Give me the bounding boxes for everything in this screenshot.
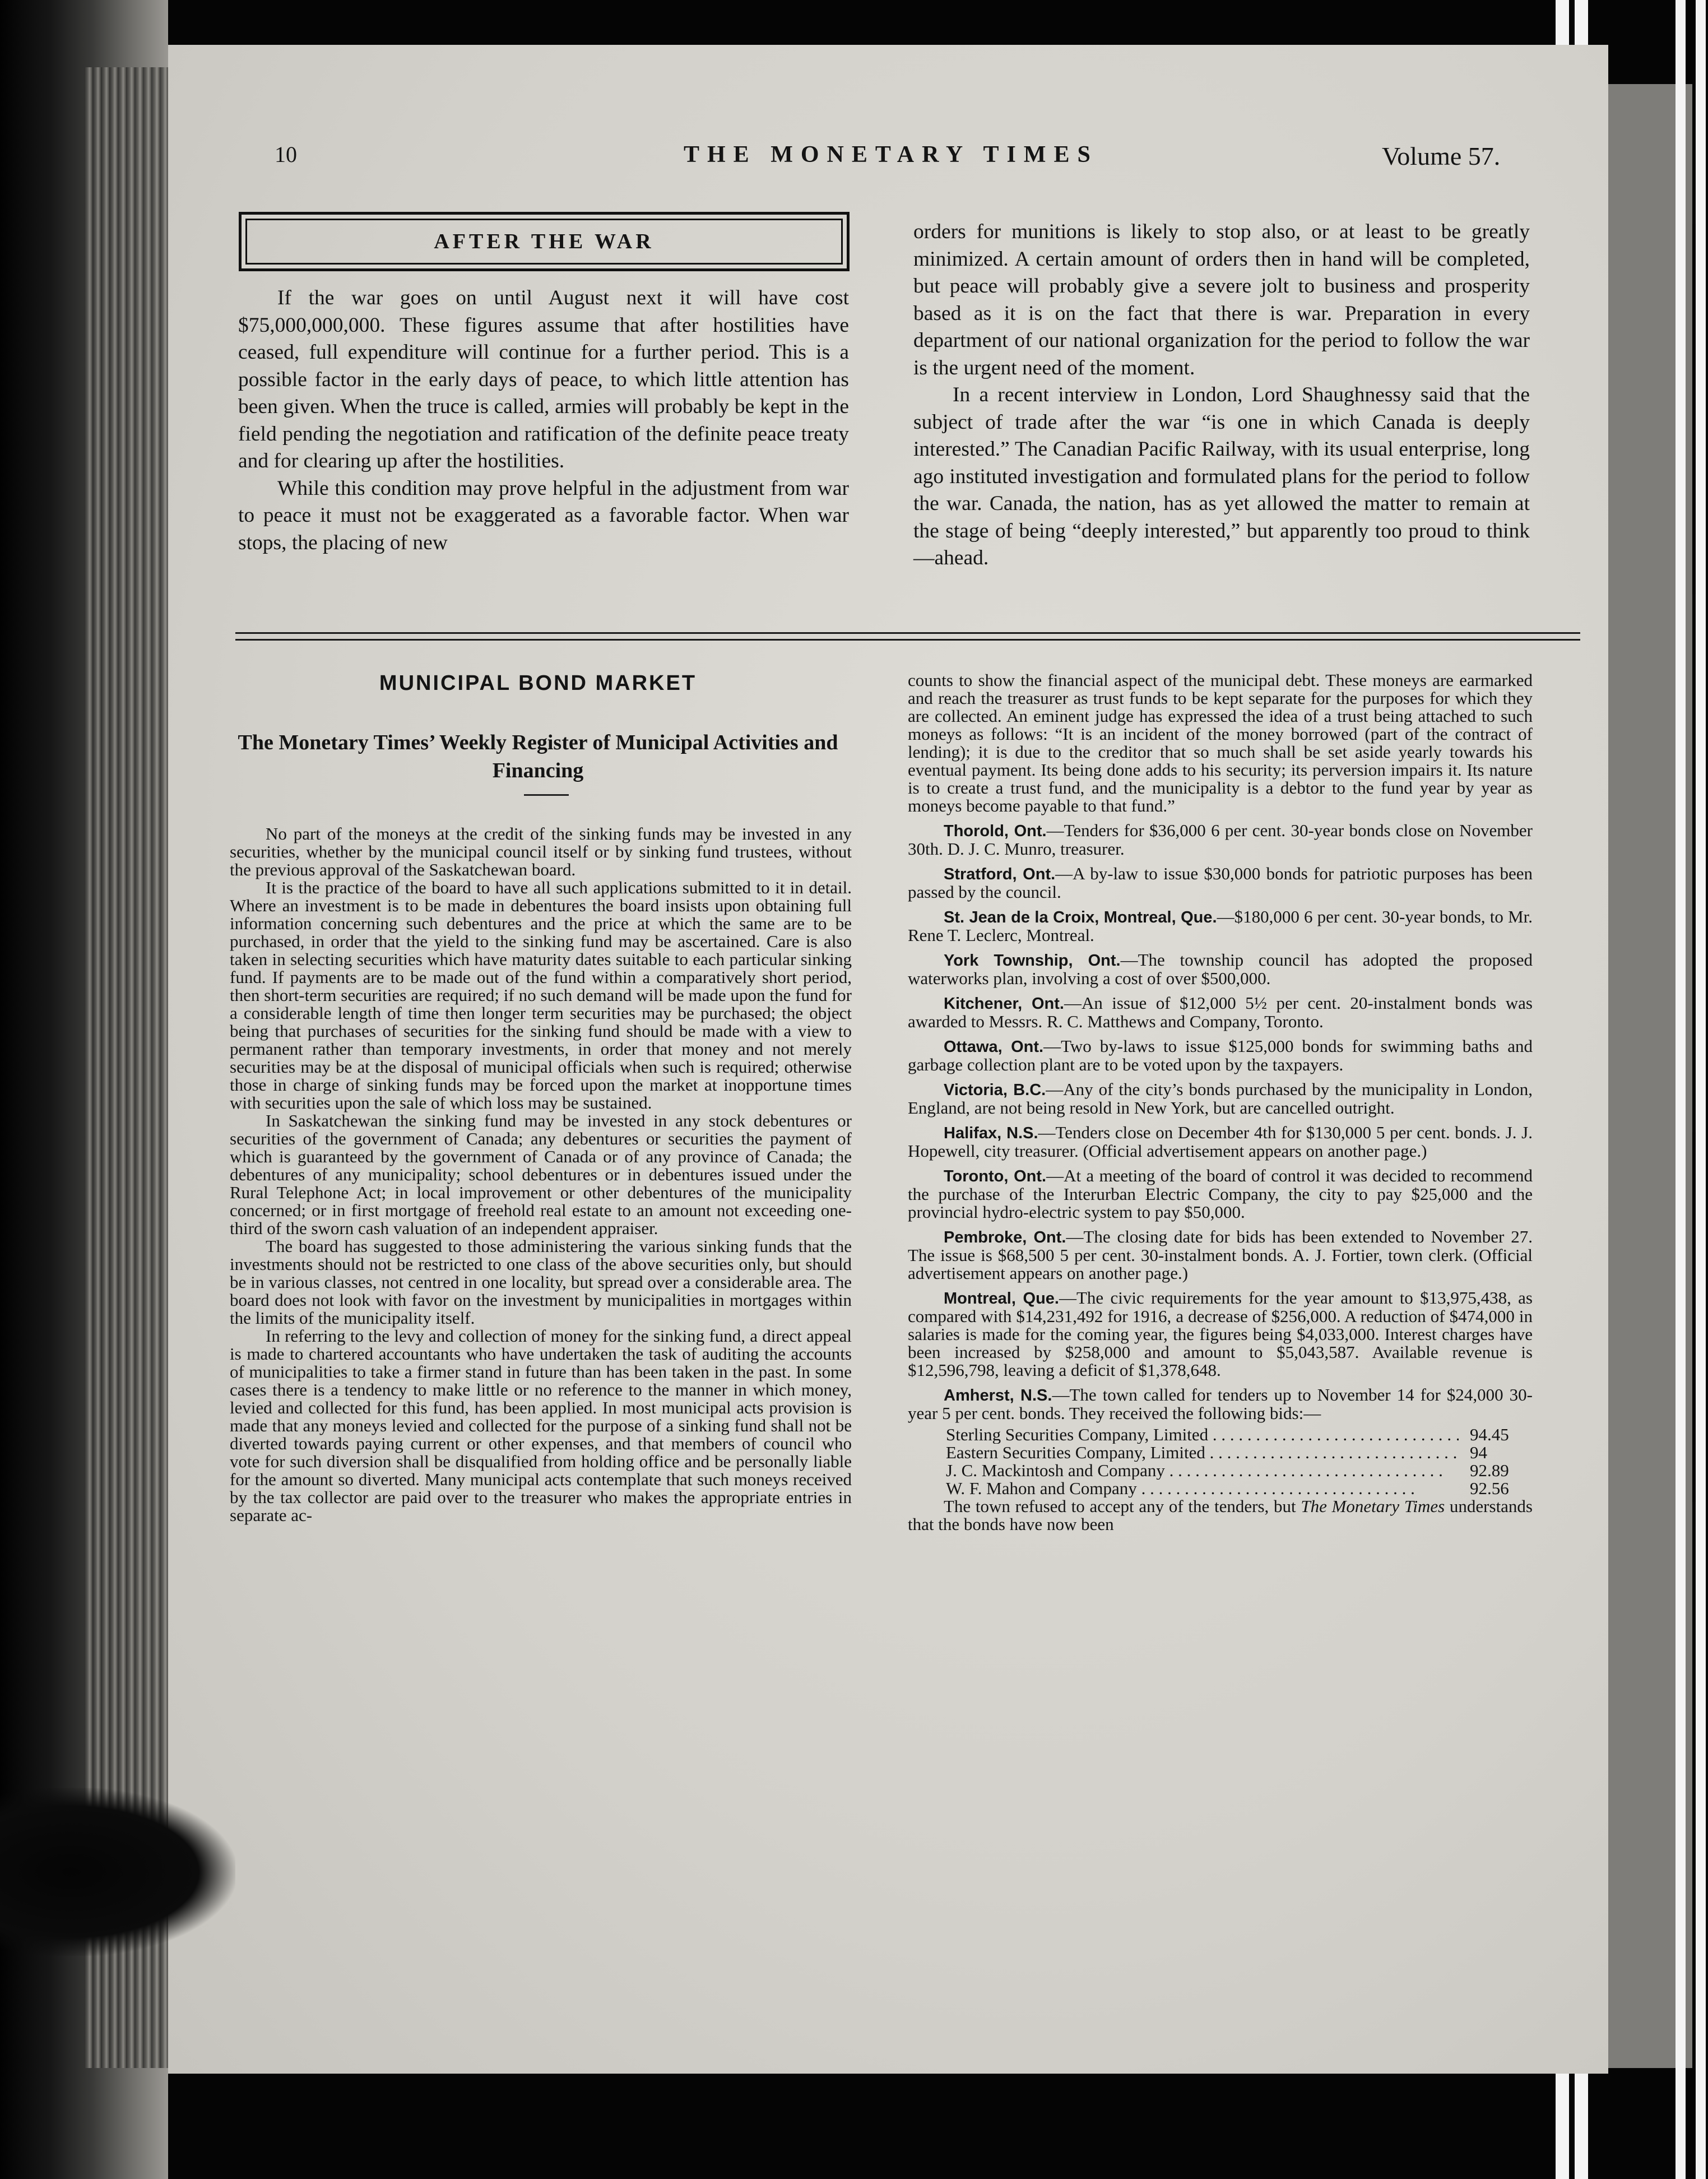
bond-entry: [908, 1081, 1533, 1117]
entry-place: Toronto, Ont.: [944, 1167, 1047, 1185]
short-divider: [524, 794, 569, 796]
entry-text: —A by-law to issue $30,000 bonds for patriotic purposes has been passed by the council.: [908, 864, 1533, 902]
entry-place: Montreal, Que.: [944, 1290, 1059, 1308]
bids-list: [946, 1426, 1533, 1498]
bond-entry: [908, 908, 1533, 944]
entry-text: —The closing date for bids has been extended to November 27. The issue is $68,500 5 per cent. 30-instalment bonds. A. J. Fortier, town clerk. (Official advertisement appears on another page.): [908, 1227, 1533, 1283]
entry-place: York Township, Ont.: [944, 952, 1121, 970]
bond-entry: [908, 951, 1533, 987]
bond-entry: [908, 1037, 1533, 1074]
bid-row: [946, 1462, 1533, 1480]
paragraph: orders for munitions is likely to stop also, or at least to be greatly minimized. A certain amount of orders then in hand will be completed, but peace will probably give a severe jolt to business and prosperity based as it is on the fact that there is war. Preparation in every department of our national organization for the period to follow the war is the urgent need of the moment.: [913, 220, 1530, 379]
paragraph: counts to show the financial aspect of the municipal debt. These moneys are earmarked and reach the treasurer as trust funds to be kept separate for the purposes for which they are collected. An eminent judge has expressed the idea of a trust being attached to such moneys as follows: “It is an incident of the money borrowed (part of the contract of lending); it is due to the creditor that so much shall be set aside yearly towards his eventual payment. Its being done adds to his security; its perversion impairs it. Its nature is to create a trust fund, and the municipality is a debtor to the fund year by year as moneys become payable to that fund.”: [908, 670, 1533, 815]
paragraph: In Saskatchewan the sinking fund may be invested in any stock debentures or securities of the government of Canada; any debentures or securities the payment of which is guaranteed by the government of Canada or of any province of Canada; the debentures of any municipality; school debentures or in debentures issued under the Rural Telephone Act; in local improvement or other debentures of the municipality concerned; or in first mortgage of freehold real estate to an amount not exceeding one-third of the sworn cash valuation of an independent appraiser.: [230, 1111, 852, 1238]
entry-text: —The town called for tenders up to November 14 for $24,000 30-year 5 per cent. bonds. They received the following bids:—: [908, 1385, 1533, 1423]
bond-entry: [908, 1386, 1533, 1422]
entry-text: —At a meeting of the board of control it was decided to recommend the purchase of the Interurban Electric Company, the city to pay $25,000 and the provincial hydro-electric system to pay $50,000.: [908, 1166, 1533, 1222]
bond-entry: [908, 1228, 1533, 1282]
newspaper-page: [168, 45, 1608, 2074]
scan-border-bar: [1696, 0, 1706, 2179]
page-number: 10: [275, 142, 297, 167]
volume-label: Volume 57.: [1382, 142, 1501, 170]
bond-entry: [908, 822, 1533, 858]
closing-paragraph: [908, 1498, 1533, 1533]
after-the-war-title: AFTER THE WAR: [434, 230, 655, 253]
entry-place: Ottawa, Ont.: [944, 1038, 1044, 1056]
closing-text-end: understands that the bonds have now been: [908, 1496, 1533, 1534]
entry-place: Thorold, Ont.: [944, 822, 1047, 840]
after-war-right-column: [913, 219, 1530, 572]
entry-text: —The civic requirements for the year amount to $13,975,438, as compared with $14,231,492 for 1916, a decrease of $256,000. A reduction of $474,000 in salaries is made for the coming year, the figures being $4,033,000. Interest charges have been increased by $258,000 and amount to $5,043,587. Available revenue is $12,596,798, leaving a deficit of $1,378,648.: [908, 1288, 1533, 1380]
entry-place: St. Jean de la Croix, Montreal, Que.: [944, 908, 1217, 926]
bid-name: W. F. Mahon and Company . . .: [946, 1480, 1459, 1498]
bond-market-title: MUNICIPAL BOND MARKET: [379, 671, 697, 695]
paragraph: While this condition may prove helpful in the adjustment from war to peace it must not be exaggerated as a favorable factor. When war stops, the placing of new: [238, 476, 849, 554]
bid-name: Sterling Securities Company, Limited . . .: [946, 1426, 1459, 1444]
entry-text: —Two by-laws to issue $125,000 bonds for swimming baths and garbage collection plant are to be voted upon by the taxpayers.: [908, 1036, 1533, 1074]
bid-name: J. C. Mackintosh and Company . . .: [946, 1462, 1459, 1480]
entry-place: Kitchener, Ont.: [944, 995, 1064, 1013]
scanner-thumb-shadow: [0, 1788, 235, 1956]
bond-entry: [908, 1167, 1533, 1221]
paragraph: It is the practice of the board to have all such applications submitted to it in detail. Where an investment is to be made in debentures the board insists upon obtaining full information concerning such debentures and the price at which the same are to be purchased, in order that the yield to the sinking fund may be ascertained. Care is also taken in selecting securities which have maturity dates suitable to each particular sinking fund. If payments are to be made out of the fund within a comparatively short period, then short-term securities are required; if no such demand will be made upon the fund for a considerable length of time then longer term securities may be purchased; the object being that purchases of securities for the sinking fund should be made with a view to permanent rather than temporary investments, in order that money and not merely securities may be at the disposal of municipal officials when such is required; otherwise those in charge of sinking funds may be forced upon the market at inopportune times with securities upon the sale of which loss may be sustained.: [230, 878, 852, 1112]
entry-text: —Tenders for $36,000 6 per cent. 30-year bonds close on November 30th. D. J. C. Munro, treasurer.: [908, 820, 1533, 859]
bond-entry: [908, 865, 1533, 901]
entry-text: —Any of the city’s bonds purchased by the municipality in London, England, are not being resold in New York, but are cancelled outright.: [908, 1079, 1533, 1118]
entry-place: Stratford, Ont.: [944, 865, 1056, 883]
bond-entry: [908, 1289, 1533, 1379]
section-divider: [235, 632, 1580, 641]
entry-text: —An issue of $12,000 5½ per cent. 20-instalment bonds was awarded to Messrs. R. C. Matthews and Company, Toronto.: [908, 993, 1533, 1031]
bid-row: [946, 1444, 1533, 1462]
after-war-left-column: [238, 285, 849, 557]
entry-place: Amherst, N.S.: [944, 1387, 1052, 1404]
entry-text: —Tenders close on December 4th for $130,000 5 per cent. bonds. J. J. Hopewell, city treasurer. (Official advertisement appears on another page.): [908, 1123, 1533, 1161]
publication-name: The Monetary Times: [1301, 1496, 1445, 1516]
paragraph: In referring to the levy and collection of money for the sinking fund, a direct appeal is made to chartered accountants who have undertaken the task of auditing the accounts of municipalities to take a firmer stand in future than has been taken in the past. In some cases there is a tendency to make little or no reference to the manner in which money, levied and collected for this fund, has been applied. In most municipal acts provision is made that any moneys levied and collected for the purpose of a sinking fund shall not be diverted towards paying current or other expenses, and that members of council who vote for such diversion shall be disqualified from holding office and be personally liable for the amount so diverted. Many municipal acts contemplate that such moneys received by the tax collector are paid over to the treasurer who makes the appropriate entries in separate ac-: [230, 1326, 852, 1525]
scan-border-bar: [1675, 0, 1686, 2179]
entry-place: Victoria, B.C.: [944, 1081, 1046, 1099]
bid-name: Eastern Securities Company, Limited . . .: [946, 1444, 1459, 1462]
entry-text: —The township council has adopted the proposed waterworks plan, involving a cost of over $500,000.: [908, 950, 1533, 988]
paragraph: If the war goes on until August next it will have cost $75,000,000,000. These figures assume that after hostilities have ceased, full expenditure will continue for a further period. This is a possible factor in the early days of peace, to which little attention has been given. When the truce is called, armies will probably be kept in the field pending the negotiation and ratification of the definite peace treaty and for clearing up after the hostilities.: [238, 286, 849, 472]
bond-market-left-column: [230, 825, 852, 1524]
bid-row: [946, 1426, 1533, 1444]
bond-entry: [908, 1124, 1533, 1160]
bond-entry: [908, 994, 1533, 1031]
bid-price: 92.89: [1470, 1461, 1509, 1480]
paragraph: No part of the moneys at the credit of the sinking funds may be invested in any securities, whether by the municipal council itself or by sinking fund trustees, without the previous approval of the Saskatchewan board.: [230, 824, 852, 879]
bid-price: 94: [1470, 1443, 1487, 1462]
bond-market-right-column: [908, 671, 1533, 1533]
bid-price: 94.45: [1470, 1425, 1509, 1444]
bid-row: [946, 1480, 1533, 1498]
entry-text: —$180,000 6 per cent. 30-year bonds, to Mr. Rene T. Leclerc, Montreal.: [908, 907, 1533, 945]
paragraph: In a recent interview in London, Lord Shaughnessy said that the subject of trade after the war “is one in which Canada is deeply interested.” The Canadian Pacific Railway, with its usual enterprise, long ago instituted investigation and formulated plans for the period to follow the war. Canada, the nation, has as yet allowed the matter to remain at the stage of being “deeply interested,” but apparently too proud to think—ahead.: [913, 383, 1530, 569]
entry-place: Pembroke, Ont.: [944, 1228, 1066, 1246]
closing-text-start: The town refused to accept any of the tenders, but: [944, 1496, 1301, 1516]
after-the-war-title-box: [239, 212, 850, 271]
bid-price: 92.56: [1470, 1478, 1509, 1498]
masthead: THE MONETARY TIMES: [684, 142, 1098, 168]
entry-place: Halifax, N.S.: [944, 1124, 1038, 1142]
paragraph: The board has suggested to those administering the various sinking funds that the investments should not be restricted to one class of the above securities only, but should be in various classes, not centred in one locality, but spread over a considerable area. The board does not look with favor on the investment by municipalities in mortgages within the limits of the municipality itself.: [230, 1236, 852, 1328]
bond-market-subtitle: The Monetary Times’ Weekly Register of Municipal Activities and Financing: [238, 731, 838, 782]
